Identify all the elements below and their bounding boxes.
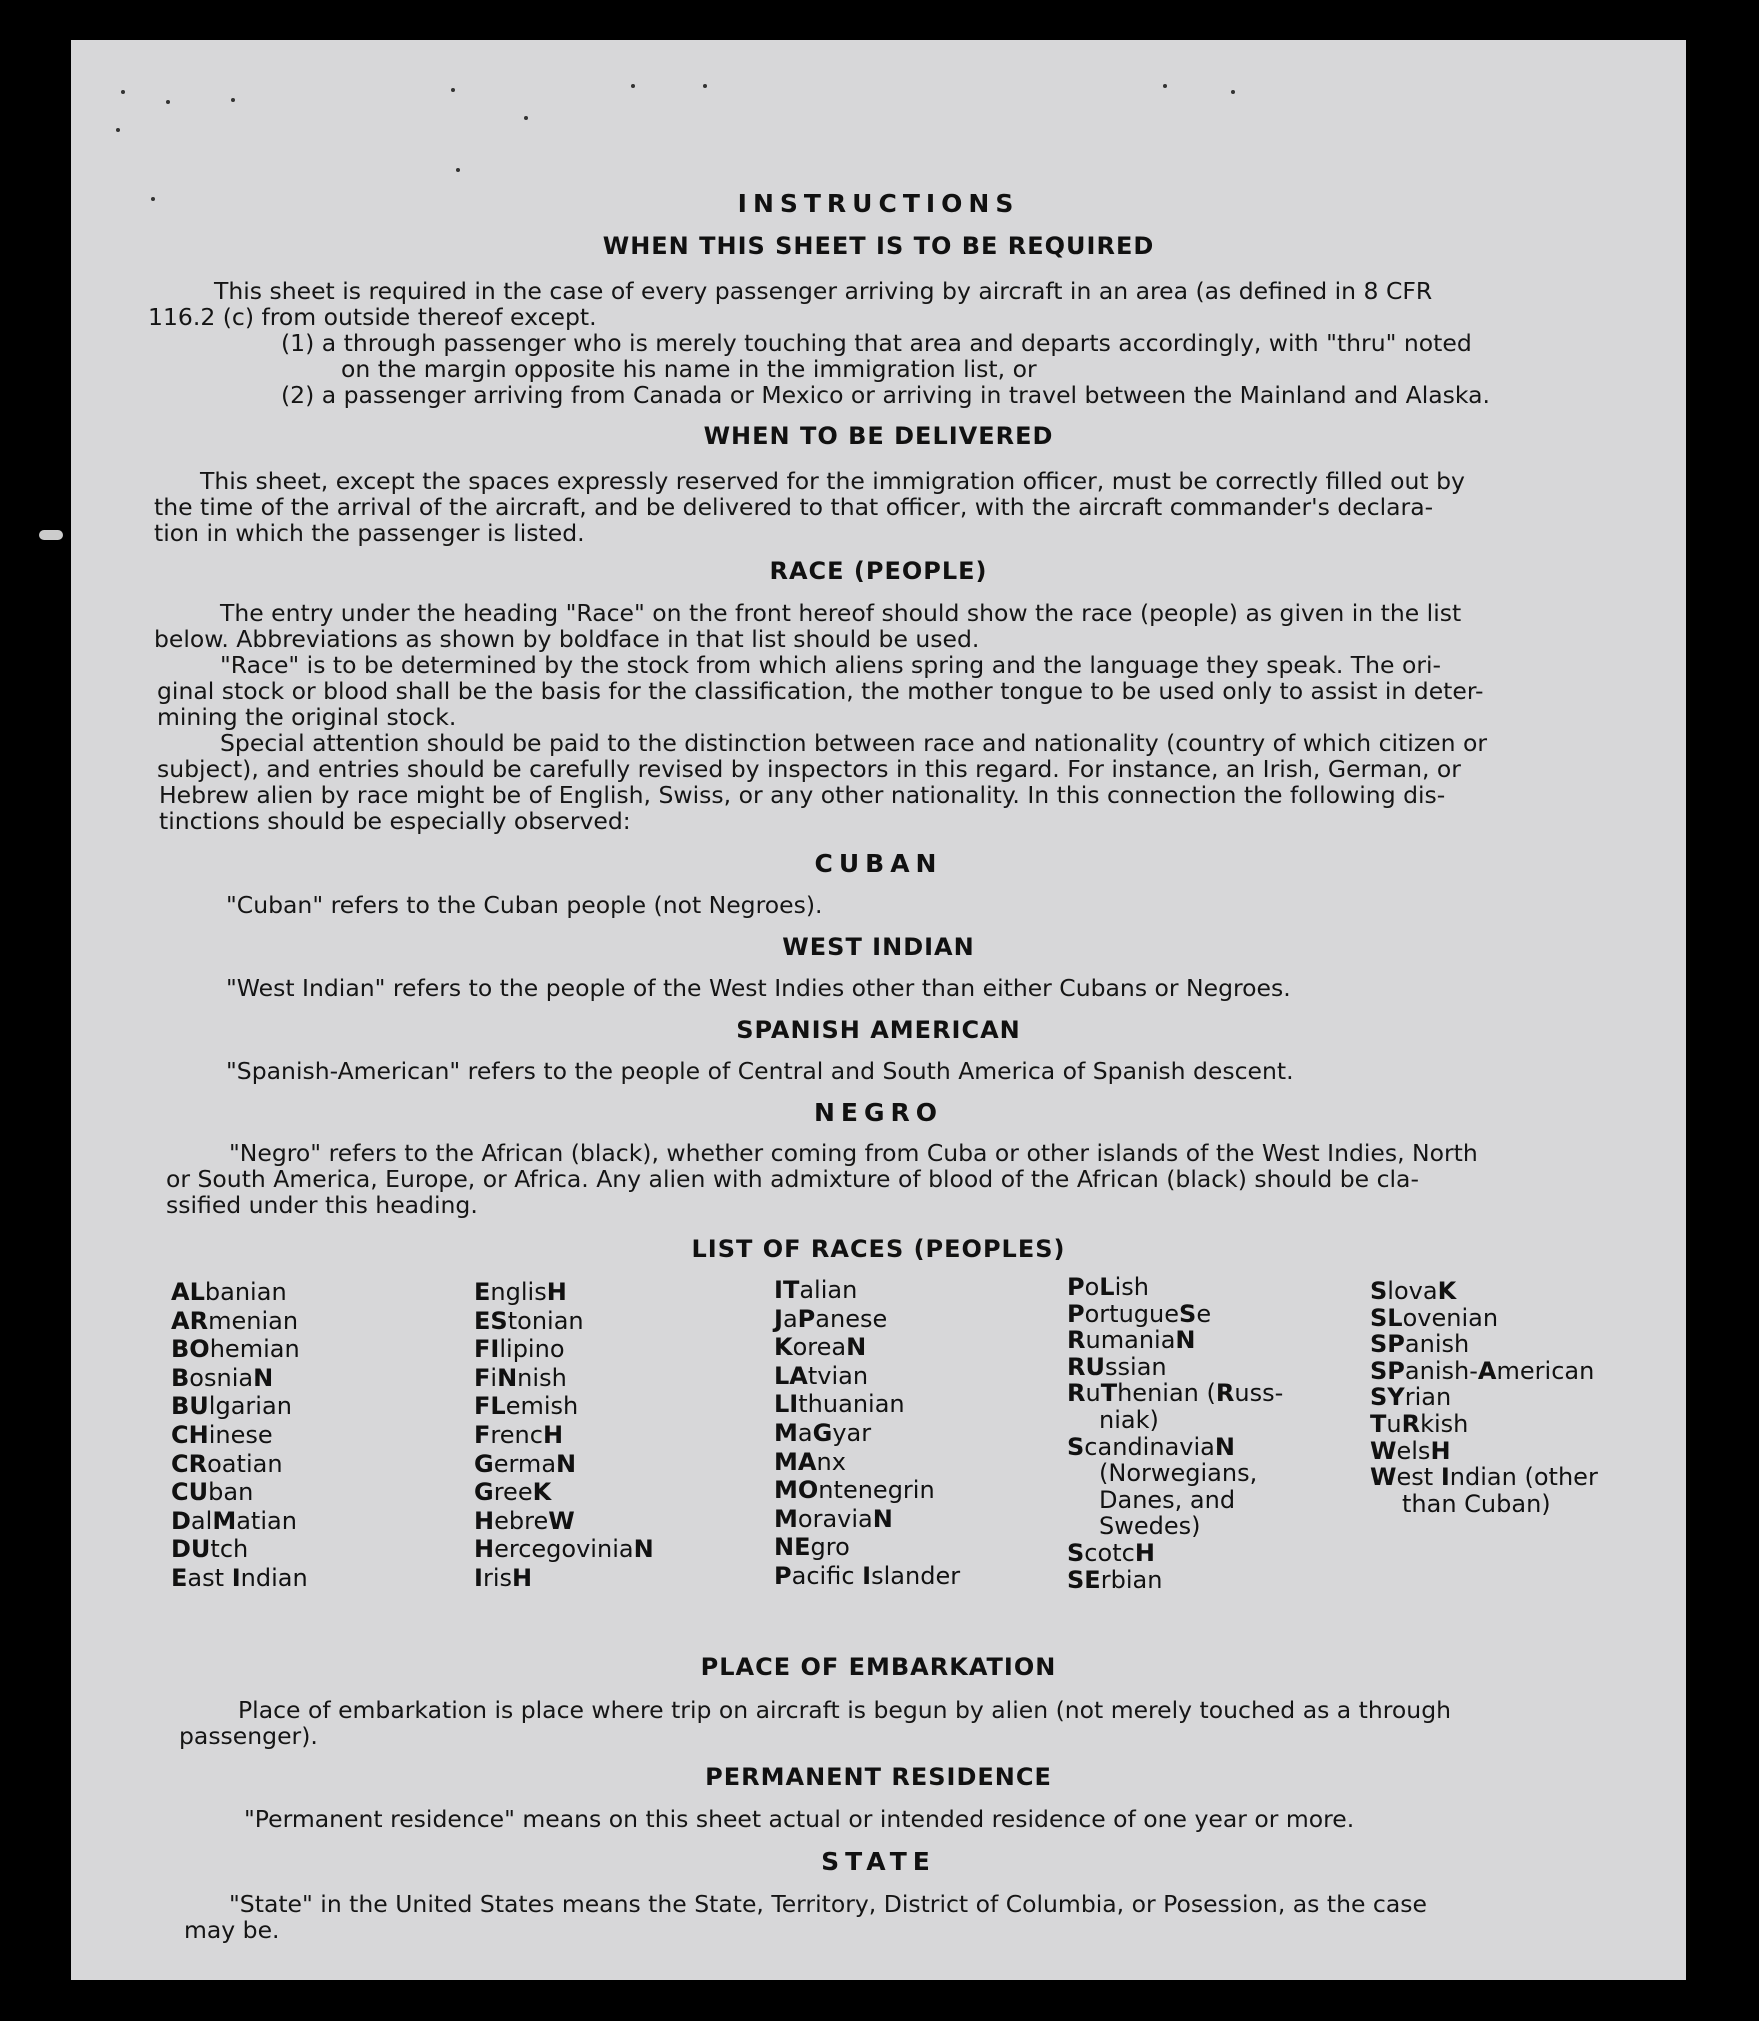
race-list-item: ScotcH	[1067, 1538, 1155, 1567]
text-line: This sheet is required in the case of every passenger arriving by aircraft in an area (as defined in 8 CFR	[214, 277, 1433, 305]
race-list-column-1	[171, 1278, 308, 1593]
section-heading-negro: NEGRO	[813, 1098, 944, 1127]
text-line: subject), and entries should be carefully revised by inspectors in this regard. For instance, an Irish, German, or	[157, 755, 1461, 783]
race-list-item: FrencH	[474, 1420, 564, 1449]
text-line: mining the original stock.	[157, 703, 457, 731]
race-list-item: FiNnish	[474, 1363, 567, 1392]
text-line: or South America, Europe, or Africa. Any alien with admixture of blood of the African (black) should be cla-	[166, 1165, 1419, 1193]
race-list-item: MaGyar	[774, 1418, 872, 1447]
text-line: "Negro" refers to the African (black), whether coming from Cuba or other islands of the West Indies, North	[229, 1139, 1478, 1167]
scan-speck	[703, 84, 707, 88]
race-list-item: ScandinaviaN	[1067, 1432, 1235, 1461]
text-line: passenger).	[179, 1722, 318, 1750]
text-line: This sheet, except the spaces expressly reserved for the immigration officer, must be correctly filled out by	[200, 467, 1465, 495]
scan-speck	[121, 90, 125, 94]
race-list-item: FLemish	[474, 1392, 579, 1421]
text-line: may be.	[184, 1916, 280, 1944]
race-list-item: BOhemian	[171, 1335, 300, 1364]
race-list-item: West Indian (other	[1370, 1463, 1598, 1492]
section-heading-delivered: WHEN TO BE DELIVERED	[703, 422, 1054, 450]
scan-speck	[1163, 84, 1167, 88]
section-heading-west-indian: WEST INDIAN	[782, 933, 975, 961]
text-line: "Spanish-American" refers to the people of Central and South America of Spanish descent.	[226, 1057, 1294, 1085]
race-list-item: GermaN	[474, 1449, 577, 1478]
scan-smudge	[39, 530, 63, 540]
race-list-item: SYrian	[1370, 1383, 1452, 1412]
race-list-column-3	[774, 1276, 960, 1591]
section-heading-race: RACE (PEOPLE)	[769, 557, 988, 585]
race-list-item: EnglisH	[474, 1278, 567, 1306]
race-list-item: Swedes)	[1099, 1512, 1201, 1541]
text-line: ginal stock or blood shall be the basis for the classification, the mother tongue to be used only to assist in deter-	[157, 677, 1484, 705]
text-line: (1) a through passenger who is merely touching that area and departs accordingly, with "thru" noted	[281, 329, 1472, 357]
text-line: below. Abbreviations as shown by boldface in that list should be used.	[154, 625, 980, 653]
race-list-item: MAnx	[774, 1447, 846, 1476]
race-list-item: FIlipino	[474, 1335, 565, 1364]
race-list-item: GreeK	[474, 1478, 552, 1507]
race-list-item: NEgro	[774, 1533, 850, 1562]
race-list-item: Danes, and	[1099, 1485, 1236, 1514]
race-list-item: CHinese	[171, 1420, 273, 1449]
document-sheet	[71, 40, 1686, 1980]
scan-speck	[456, 168, 460, 172]
race-list-item: ALbanian	[171, 1278, 287, 1306]
scan-speck	[451, 88, 455, 92]
race-list-item: niak)	[1099, 1405, 1159, 1434]
race-list-item: MoraviaN	[774, 1504, 893, 1533]
race-list-item: EStonian	[474, 1306, 584, 1335]
text-line: Place of embarkation is place where trip on aircraft is begun by alien (not merely touched as a through	[238, 1696, 1452, 1724]
race-list-item: SPanish	[1370, 1330, 1470, 1359]
race-list-item: RuThenian (Russ-	[1067, 1379, 1284, 1408]
race-list-item: SlovaK	[1370, 1277, 1457, 1305]
race-list-item: DUtch	[171, 1535, 249, 1564]
race-list-item: DalMatian	[171, 1506, 297, 1535]
text-line: "Race" is to be determined by the stock from which aliens spring and the language they speak. The ori-	[220, 651, 1442, 679]
race-list-item: IrisH	[474, 1563, 533, 1592]
scan-speck	[231, 98, 235, 102]
race-list-item: CRoatian	[171, 1449, 283, 1478]
race-list-item: BosniaN	[171, 1363, 274, 1392]
text-line: "State" in the United States means the State, Territory, District of Columbia, or Posession, as the case	[229, 1890, 1427, 1918]
race-list-item: BUlgarian	[171, 1392, 292, 1421]
text-line: (2) a passenger arriving from Canada or Mexico or arriving in travel between the Mainland and Alaska.	[281, 381, 1490, 409]
section-heading-state: STATE	[821, 1847, 936, 1876]
text-line: tinctions should be especially observed:	[159, 807, 631, 835]
text-line: 116.2 (c) from outside thereof except.	[148, 303, 597, 331]
race-list-item: RumaniaN	[1067, 1326, 1196, 1355]
race-list-item: WelsH	[1370, 1436, 1451, 1465]
section-heading-spanish-american: SPANISH AMERICAN	[736, 1016, 1021, 1044]
race-list-item: SPanish-American	[1370, 1356, 1595, 1385]
text-line: tion in which the passenger is listed.	[154, 519, 585, 547]
race-list-item: PortugueSe	[1067, 1299, 1212, 1328]
text-line: the time of the arrival of the aircraft, and be delivered to that officer, with the aircraft commander's declara-	[154, 493, 1434, 521]
section-heading-list: LIST OF RACES (PEOPLES)	[691, 1235, 1066, 1263]
race-list-item: MOntenegrin	[774, 1476, 935, 1505]
scan-speck	[524, 116, 528, 120]
race-list-item: TuRkish	[1370, 1409, 1469, 1438]
race-list-item: SErbian	[1067, 1565, 1163, 1594]
race-list-item: PoLish	[1067, 1273, 1149, 1301]
text-line: "West Indian" refers to the people of the West Indies other than either Cubans or Negroes.	[226, 974, 1291, 1002]
section-heading-cuban: CUBAN	[814, 849, 943, 878]
text-line: on the margin opposite his name in the immigration list, or	[341, 355, 1037, 383]
scan-speck	[116, 128, 120, 132]
race-list-item: HercegoviniaN	[474, 1535, 654, 1564]
race-list-item: HebreW	[474, 1506, 575, 1535]
race-list-item: ITalian	[774, 1276, 858, 1304]
race-list-column-4	[1067, 1274, 1283, 1593]
page-title: INSTRUCTIONS	[737, 189, 1020, 218]
race-list-item: CUban	[171, 1478, 254, 1507]
race-list-item: Pacifc Islander	[774, 1561, 961, 1590]
section-heading-embarkation: PLACE OF EMBARKATION	[700, 1653, 1057, 1681]
race-list-item: KoreaN	[774, 1333, 867, 1362]
race-list-item: LAtvian	[774, 1361, 869, 1390]
text-line: Special attention should be paid to the distinction between race and nationality (country of which citizen or	[220, 729, 1488, 757]
race-list-item: SLovenian	[1370, 1303, 1499, 1332]
text-line: "Cuban" refers to the Cuban people (not Negroes).	[226, 891, 823, 919]
text-line: Hebrew alien by race might be of English, Swiss, or any other nationality. In this connection the following dis-	[159, 781, 1446, 809]
text-line: The entry under the heading "Race" on the front hereof should show the race (people) as given in the list	[220, 599, 1462, 627]
race-list-item: than Cuban)	[1402, 1489, 1551, 1518]
scan-speck	[166, 100, 170, 104]
race-list-column-5	[1370, 1278, 1598, 1517]
race-list-item: JaPanese	[774, 1304, 888, 1333]
race-list-column-2	[474, 1278, 654, 1593]
race-list-item: ARmenian	[171, 1306, 299, 1335]
race-list-item: (Norwegians,	[1099, 1459, 1258, 1488]
section-heading-residence: PERMANENT RESIDENCE	[705, 1763, 1052, 1791]
scan-speck	[1231, 90, 1235, 94]
section-heading-required: WHEN THIS SHEET IS TO BE REQUIRED	[602, 232, 1155, 260]
text-line: ssified under this heading.	[166, 1191, 478, 1219]
race-list-item: East Indian	[171, 1563, 308, 1592]
race-list-item: RUssian	[1067, 1352, 1167, 1381]
text-line: "Permanent residence" means on this sheet actual or intended residence of one year or more.	[244, 1805, 1355, 1833]
scan-speck	[631, 84, 635, 88]
race-list-item: LIthuanian	[774, 1390, 905, 1419]
